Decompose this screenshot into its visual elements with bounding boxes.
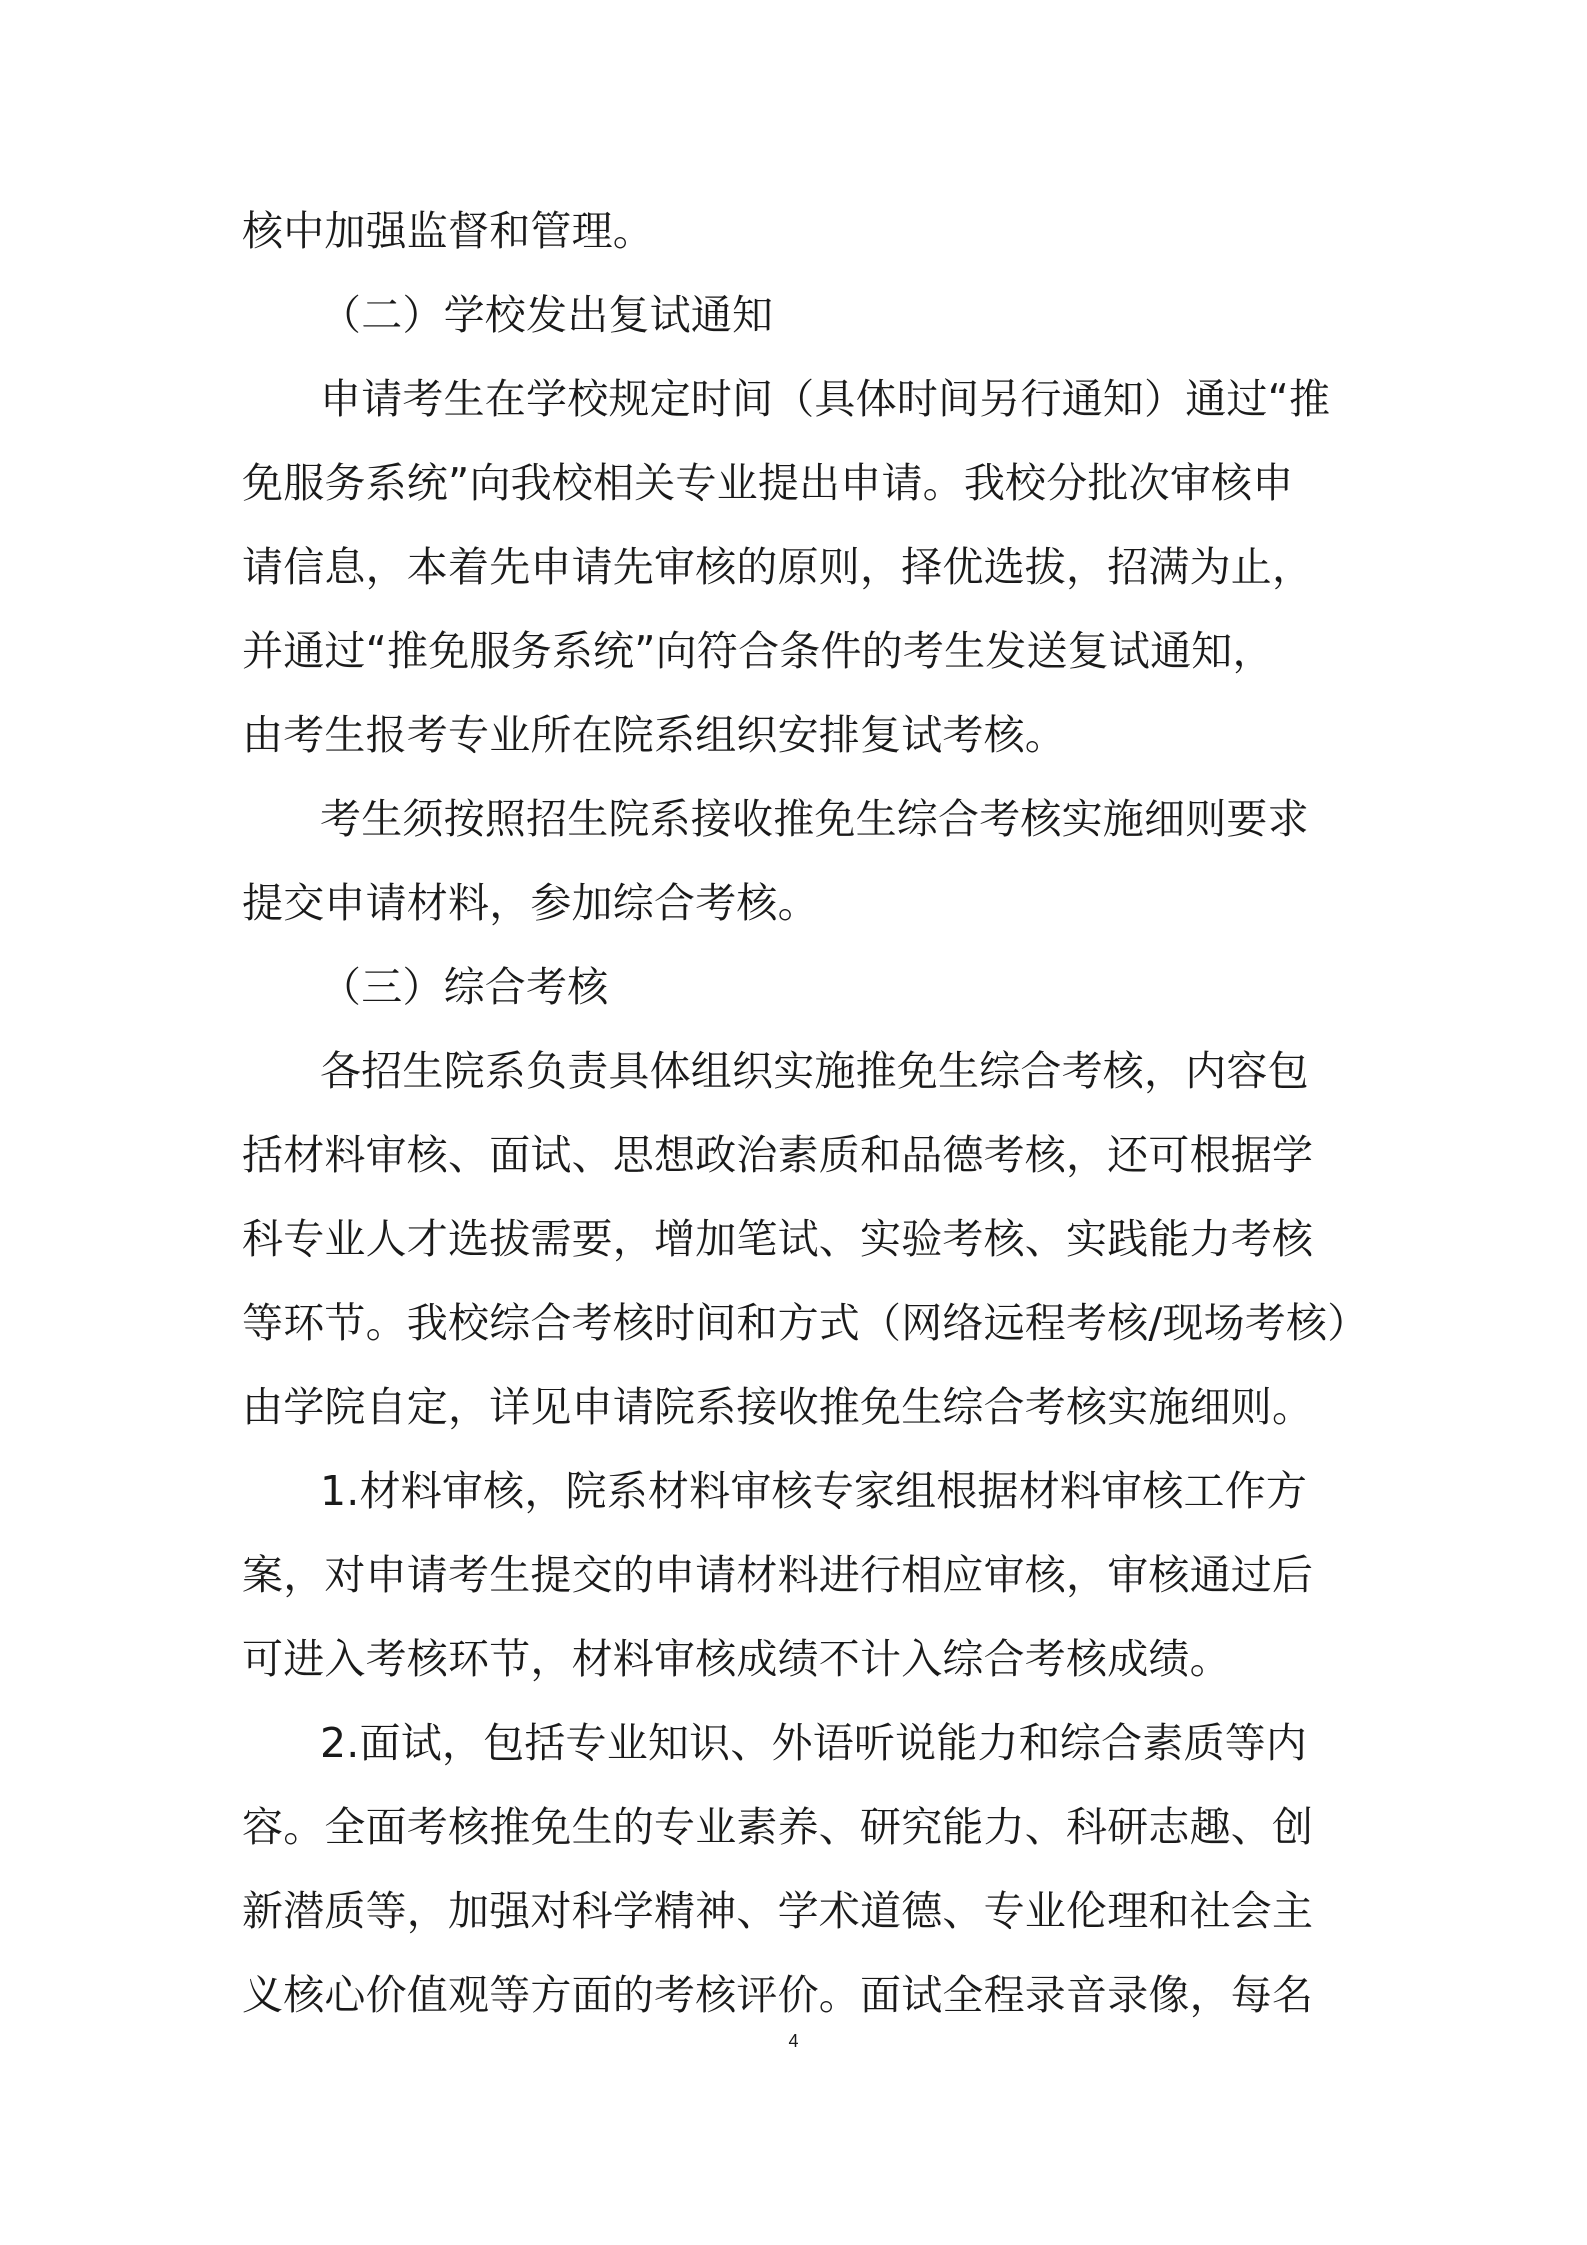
paragraph-line: 由学院自定，详见申请院系接收推免生综合考核实施细则。	[242, 1383, 1314, 1431]
paragraph-line: 1.材料审核，院系材料审核专家组根据材料审核工作方	[320, 1467, 1308, 1515]
paragraph-line: 由考生报考专业所在院系组织安排复试考核。	[242, 711, 1066, 759]
paragraph-line: 考生须按照招生院系接收推免生综合考核实施细则要求	[320, 795, 1309, 843]
paragraph-line: 容。全面考核推免生的专业素养、研究能力、科研志趣、创	[242, 1803, 1314, 1851]
paragraph-line: 新潜质等，加强对科学精神、学术道德、专业伦理和社会主	[242, 1887, 1314, 1935]
paragraph-line: 并通过“推免服务系统”向符合条件的考生发送复试通知，	[242, 627, 1274, 675]
section-heading: （三）综合考核	[320, 963, 609, 1011]
paragraph-line: 括材料审核、面试、思想政治素质和品德考核，还可根据学	[242, 1131, 1314, 1179]
paragraph-line: 等环节。我校综合考核时间和方式（网络远程考核/现场考核）	[242, 1299, 1369, 1347]
paragraph-line: 科专业人才选拔需要，增加笔试、实验考核、实践能力考核	[242, 1215, 1314, 1263]
paragraph-line: 义核心价值观等方面的考核评价。面试全程录音录像，每名	[242, 1971, 1314, 2019]
paragraph-line: 案，对申请考生提交的申请材料进行相应审核，审核通过后	[242, 1551, 1314, 1599]
paragraph-line: 可进入考核环节，材料审核成绩不计入综合考核成绩。	[242, 1635, 1231, 1683]
paragraph-line: 各招生院系负责具体组织实施推免生综合考核，内容包	[320, 1047, 1309, 1095]
paragraph-line: 申请考生在学校规定时间（具体时间另行通知）通过“推	[320, 375, 1331, 423]
paragraph-line: 免服务系统”向我校相关专业提出申请。我校分批次审核申	[242, 459, 1294, 507]
page-number: 4	[788, 2031, 799, 2051]
section-heading: （二）学校发出复试通知	[320, 291, 774, 339]
paragraph-line: 2.面试，包括专业知识、外语听说能力和综合素质等内	[320, 1719, 1308, 1767]
paragraph-line: 提交申请材料，参加综合考核。	[242, 879, 819, 927]
paragraph-line: 请信息，本着先申请先审核的原则，择优选拔，招满为止，	[242, 543, 1314, 591]
paragraph-line: 核中加强监督和管理。	[242, 207, 654, 255]
